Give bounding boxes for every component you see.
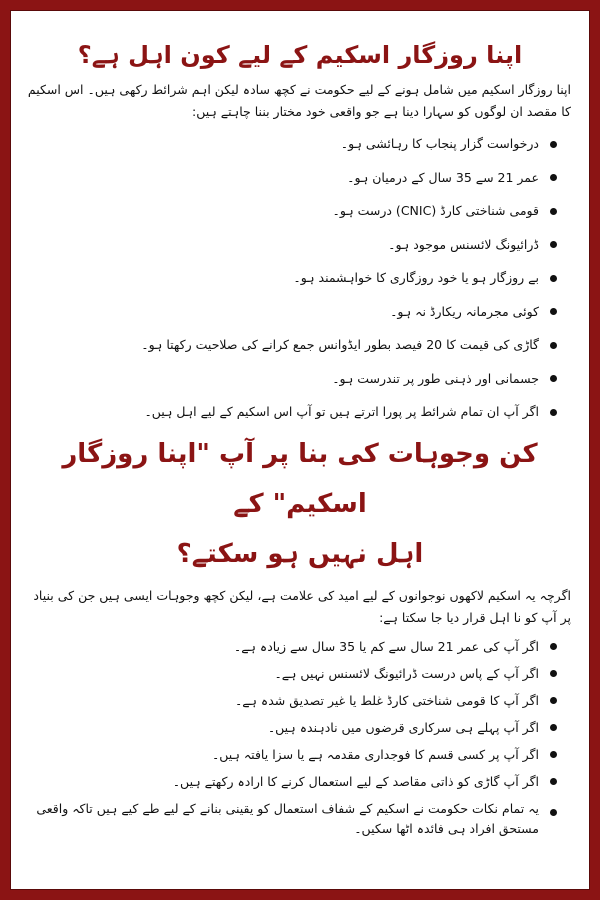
bullet-icon xyxy=(550,208,557,215)
bullet-icon xyxy=(550,141,557,148)
list-item-text: اگر آپ کی عمر 21 سال سے کم یا 35 سال سے زیادہ ہے۔ xyxy=(233,638,539,654)
bullet-icon xyxy=(550,778,557,785)
bullet-icon xyxy=(550,724,557,731)
bullet-icon xyxy=(550,670,557,677)
bullet-icon xyxy=(550,375,557,382)
list-item-text: درخواست گزار پنجاب کا رہائشی ہو۔ xyxy=(340,136,539,151)
list-item xyxy=(21,328,557,362)
ineligibility-list xyxy=(11,633,589,839)
list-item-text: جسمانی اور ذہنی طور پر تندرست ہو۔ xyxy=(332,370,539,386)
list-item xyxy=(21,261,557,295)
list-item xyxy=(21,633,557,660)
list-item xyxy=(21,295,557,329)
section1-title: اپنا روزگار اسکیم کے لیے کون اہل ہے؟ xyxy=(77,41,523,69)
list-item-text: اگر آپ پر کسی قسم کا فوجداری مقدمہ ہے یا سزا یافتہ ہیں۔ xyxy=(211,746,539,762)
list-item-text: اگر آپ پہلے ہی سرکاری قرضوں میں نادہندہ ہیں۔ xyxy=(267,719,539,735)
list-item-text: ڈرائیونگ لائسنس موجود ہو۔ xyxy=(388,236,539,252)
list-item-text: اگر آپ کا قومی شناختی کارڈ غلط یا غیر تصدیق شدہ ہے۔ xyxy=(234,692,539,708)
list-item-text: اگر آپ گاڑی کو ذاتی مقاصد کے لیے استعمال کرنے کا ارادہ رکھتے ہیں۔ xyxy=(172,773,539,789)
list-item-text: یہ تمام نکات حکومت نے اسکیم کے شفاف استعمال کو یقینی بنانے کے لیے طے کیے ہیں تاکہ واقعی مستحق افراد ہی فائدہ اٹھا سکیں۔ xyxy=(36,800,539,836)
eligibility-list xyxy=(11,127,589,429)
list-item-text: اگر آپ کے پاس درست ڈرائیونگ لائسنس نہیں ہے۔ xyxy=(274,665,539,681)
list-item-text: کوئی مجرمانہ ریکارڈ نہ ہو۔ xyxy=(390,303,539,319)
section2-title-line2: اہل نہیں ہو سکتے؟ xyxy=(176,538,424,569)
bullet-icon xyxy=(550,308,557,315)
list-item xyxy=(21,228,557,262)
section1-intro: اپنا روزگار اسکیم میں شامل ہونے کے لیے حکومت نے کچھ سادہ لیکن اہم شرائط رکھی ہیں۔ اس اسکیم کا مقصد ان لوگوں کو سہارا دینا ہے جو واقعی خود مختار بننا چاہتے ہیں: xyxy=(27,82,571,119)
list-item xyxy=(21,741,557,768)
section2-intro: اگرچہ یہ اسکیم لاکھوں نوجوانوں کے لیے امید کی علامت ہے، لیکن کچھ وجوہات ایسی ہیں جن کی بنیاد پر آپ کو نا اہل قرار دیا جا سکتا ہے: xyxy=(33,587,571,625)
list-item xyxy=(21,795,557,839)
list-item xyxy=(21,194,557,228)
list-item xyxy=(21,395,557,429)
list-item xyxy=(21,660,557,687)
bullet-icon xyxy=(550,342,557,349)
list-item xyxy=(21,768,557,795)
bullet-icon xyxy=(550,174,557,181)
section2-title-line1: کن وجوہات کی بنا پر آپ "اپنا روزگار اسکیم" کے xyxy=(62,438,538,519)
bullet-icon xyxy=(550,809,557,816)
bullet-icon xyxy=(550,409,557,416)
list-item-text: بے روزگار ہو یا خود روزگاری کا خواہشمند ہو۔ xyxy=(293,270,539,285)
bullet-icon xyxy=(550,751,557,758)
list-item xyxy=(21,714,557,741)
list-item xyxy=(21,161,557,195)
bullet-icon xyxy=(550,643,557,650)
list-item-text: اگر آپ ان تمام شرائط پر پورا اترتے ہیں تو آپ اس اسکیم کے لیے اہل ہیں۔ xyxy=(144,404,539,419)
list-item-text: عمر 21 سے 35 سال کے درمیان ہو۔ xyxy=(347,169,539,185)
list-item-text: قومی شناختی کارڈ (CNIC) درست ہو۔ xyxy=(332,203,539,218)
section2-title xyxy=(11,429,589,579)
bullet-icon xyxy=(550,697,557,704)
list-item-text: گاڑی کی قیمت کا 20 فیصد بطور ایڈوانس جمع کرانے کی صلاحیت رکھتا ہو۔ xyxy=(141,337,539,352)
content-card xyxy=(10,10,590,890)
list-item xyxy=(21,362,557,396)
list-item xyxy=(21,127,557,161)
bullet-icon xyxy=(550,241,557,248)
list-item xyxy=(21,687,557,714)
bullet-icon xyxy=(550,275,557,282)
